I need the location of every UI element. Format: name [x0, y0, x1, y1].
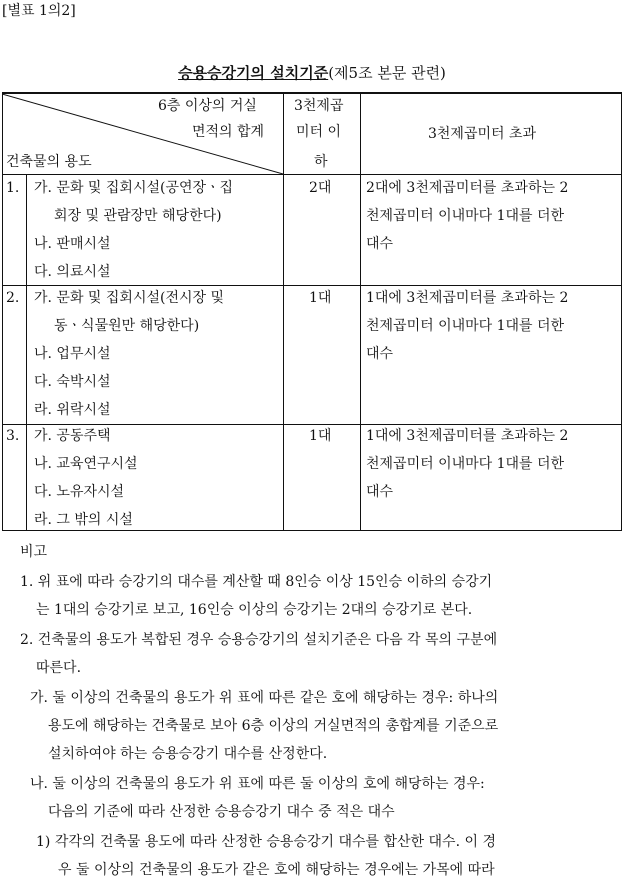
row3-number: 3.	[6, 428, 20, 444]
row2-over-3: 대수	[366, 346, 394, 362]
note-line-3: 2. 건축물의 용도가 복합된 경우 승용승강기의 설치기준은 다음 각 목의 구분에	[20, 632, 498, 648]
col2-right-divider	[360, 92, 361, 531]
row2-over-1: 1대에 3천제곱미터를 초과하는 2	[366, 290, 569, 306]
row2-use-5: 라. 위락시설	[34, 402, 111, 418]
header-col2-line2: 미터 이	[296, 124, 342, 140]
row1-use-3: 나. 판매시설	[34, 236, 111, 252]
note-line-5: 가. 둘 이상의 건축물의 용도가 위 표에 따른 같은 호에 해당하는 경우: 하나의	[30, 690, 499, 706]
note-line-1: 1. 위 표에 따라 승강기의 대수를 계산할 때 8인승 이상 15인승 이하의 승강기	[20, 574, 493, 590]
row1-over-1: 2대에 3천제곱미터를 초과하는 2	[366, 180, 569, 196]
header-col3: 3천제곱미터 초과	[428, 126, 537, 142]
row2-use-1: 가. 문화 및 집회시설(전시장 및	[34, 290, 225, 306]
note-line-7: 설치하여야 하는 승용승강기 대수를 산정한다.	[48, 746, 328, 762]
header-diag-top-1: 6층 이상의 거실	[158, 98, 257, 114]
row3-use-1: 가. 공동주택	[34, 428, 111, 444]
row3-over-2: 천제곱미터 이내마다 1대를 더한	[366, 456, 565, 472]
row3-use-4: 라. 그 밖의 시설	[34, 512, 133, 528]
note-line-2: 는 1대의 승강기로 보고, 16인승 이상의 승강기는 2대의 승강기로 본다.	[36, 602, 473, 618]
num-col-divider	[26, 175, 27, 531]
header-col2-line1: 3천제곱	[294, 98, 344, 114]
header-col2-line3: 하	[314, 154, 328, 170]
note-line-8: 나. 둘 이상의 건축물의 용도가 위 표에 따른 둘 이상의 호에 해당하는 경우:	[30, 776, 485, 792]
title-main: 승용승강기의 설치기준	[178, 64, 329, 82]
row3-under: 1대	[309, 428, 332, 444]
row1-over-2: 천제곱미터 이내마다 1대를 더한	[366, 208, 565, 224]
row3-over-3: 대수	[366, 484, 394, 500]
row2-over-2: 천제곱미터 이내마다 1대를 더한	[366, 318, 565, 334]
row1-use-4: 다. 의료시설	[34, 264, 111, 280]
elevator-standards-table	[2, 92, 622, 531]
row3-over-1: 1대에 3천제곱미터를 초과하는 2	[366, 428, 569, 444]
row1-under: 2대	[309, 180, 332, 196]
row3-use-3: 다. 노유자시설	[34, 484, 125, 500]
row2-use-2: 동ㆍ식물원만 해당한다)	[54, 318, 200, 334]
header-diag-bottom: 건축물의 용도	[6, 154, 92, 170]
row1-use-2: 회장 및 관람장만 해당한다)	[54, 208, 222, 224]
note-line-11: 우 둘 이상의 건축물의 용도가 같은 호에 해당하는 경우에는 가목에 따라	[58, 862, 495, 878]
row3-use-2: 나. 교육연구시설	[34, 456, 138, 472]
row1-over-3: 대수	[366, 236, 394, 252]
note-line-9: 다음의 기준에 따라 산정한 승용승강기 대수 중 적은 대수	[48, 804, 395, 820]
row2-number: 2.	[6, 290, 20, 306]
row2-under: 1대	[309, 290, 332, 306]
row2-use-3: 나. 업무시설	[34, 346, 111, 362]
note-line-10: 1) 각각의 건축물 용도에 따라 산정한 승용승강기 대수를 합산한 대수. 이 경	[36, 834, 496, 850]
title-sub: (제5조 본문 관련)	[328, 64, 446, 82]
document-label: [별표 1의2]	[2, 3, 76, 19]
row1-use-1: 가. 문화 및 집회시설(공연장ㆍ집	[34, 180, 234, 196]
table-border-right	[621, 92, 622, 531]
page-title	[0, 62, 624, 83]
header-diag-top-2: 면적의 합계	[192, 124, 265, 140]
note-line-6: 용도에 해당하는 건축물로 보아 6층 이상의 거실면적의 총합계를 기준으로	[48, 718, 499, 734]
note-line-4: 따른다.	[36, 660, 82, 676]
row2-use-4: 다. 숙박시설	[34, 374, 111, 390]
notes-heading: 비고	[20, 544, 48, 560]
row1-number: 1.	[6, 180, 20, 196]
